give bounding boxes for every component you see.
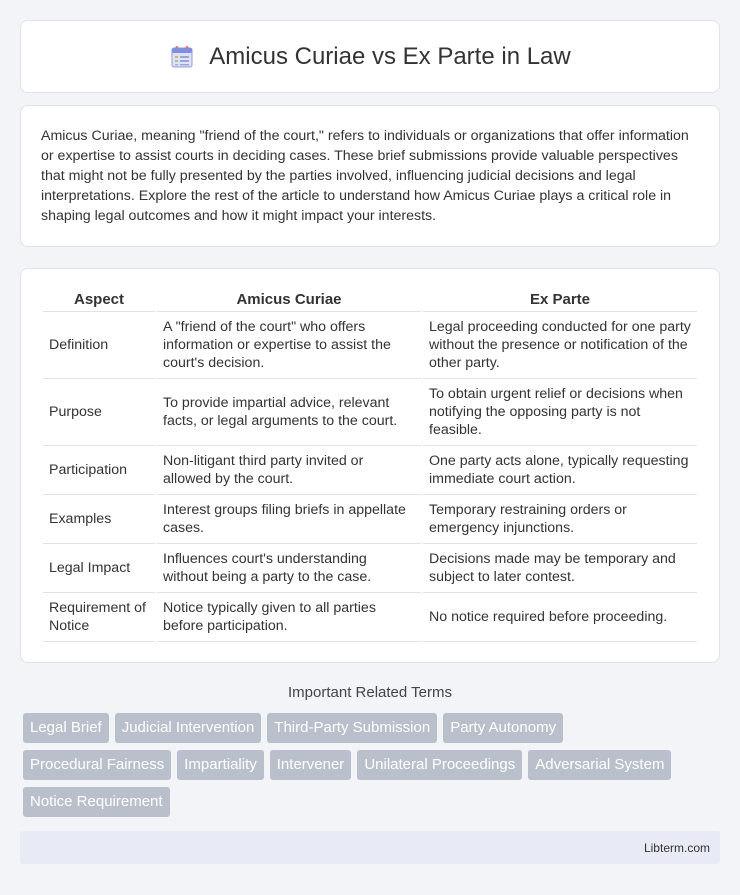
header-aspect: Aspect — [43, 287, 155, 312]
cell-amicus: Interest groups filing briefs in appellate cases. — [157, 495, 421, 544]
related-terms-title: Important Related Terms — [288, 684, 452, 701]
tag-unilateral-proceedings[interactable]: Unilateral Proceedings — [357, 750, 522, 780]
tag-party-autonomy[interactable]: Party Autonomy — [443, 713, 563, 743]
cell-aspect: Purpose — [43, 379, 155, 446]
cell-ex-parte: To obtain urgent relief or decisions when notifying the opposing party is not feasible. — [423, 379, 697, 446]
document-list-icon — [169, 44, 195, 70]
related-terms-list — [20, 713, 720, 817]
tag-third-party-submission[interactable]: Third-Party Submission — [267, 713, 437, 743]
table-row — [43, 312, 697, 379]
header-ex-parte: Ex Parte — [423, 287, 697, 312]
cell-ex-parte: No notice required before proceeding. — [423, 593, 697, 642]
cell-aspect: Definition — [43, 312, 155, 379]
cell-amicus: Influences court's understanding without being a party to the case. — [157, 544, 421, 593]
tag-legal-brief[interactable]: Legal Brief — [23, 713, 109, 743]
cell-amicus: To provide impartial advice, relevant facts, or legal arguments to the court. — [157, 379, 421, 446]
table-row — [43, 593, 697, 642]
intro-text: Amicus Curiae, meaning "friend of the court," refers to individuals or organizations that offer information or expertise to assist courts in deciding cases. These brief submissions provide valuable perspectives that might not be fully presented by the parties involved, influencing judicial decisions and legal interpretations. Explore the rest of the article to understand how Amicus Curiae plays a critical role in shaping legal outcomes and how it might impact your interests. — [41, 128, 689, 224]
cell-aspect: Requirement of Notice — [43, 593, 155, 642]
table-row — [43, 495, 697, 544]
comparison-table-card — [20, 268, 720, 663]
footer-site-link[interactable]: Libterm.com — [643, 840, 710, 855]
cell-amicus: A "friend of the court" who offers information or expertise to assist the court's decision. — [157, 312, 421, 379]
cell-ex-parte: One party acts alone, typically requesting immediate court action. — [423, 446, 697, 495]
table-header-row — [43, 287, 697, 312]
tag-judicial-intervention[interactable]: Judicial Intervention — [115, 713, 262, 743]
cell-ex-parte: Decisions made may be temporary and subject to later contest. — [423, 544, 697, 593]
table-row — [43, 446, 697, 495]
cell-aspect: Legal Impact — [43, 544, 155, 593]
cell-ex-parte: Temporary restraining orders or emergency injunctions. — [423, 495, 697, 544]
tag-notice-requirement[interactable]: Notice Requirement — [23, 787, 170, 817]
tag-adversarial-system[interactable]: Adversarial System — [528, 750, 671, 780]
header-amicus-curiae: Amicus Curiae — [157, 287, 421, 312]
footer — [20, 831, 720, 864]
page-title: Amicus Curiae vs Ex Parte in Law — [209, 42, 571, 70]
comparison-table — [41, 287, 699, 642]
cell-amicus: Notice typically given to all parties before participation. — [157, 593, 421, 642]
table-row — [43, 379, 697, 446]
intro-card — [20, 105, 720, 247]
cell-aspect: Examples — [43, 495, 155, 544]
cell-ex-parte: Legal proceeding conducted for one party without the presence or notification of the other party. — [423, 312, 697, 379]
tag-intervener[interactable]: Intervener — [270, 750, 352, 780]
cell-aspect: Participation — [43, 446, 155, 495]
header-card — [20, 20, 720, 93]
table-row — [43, 544, 697, 593]
tag-impartiality[interactable]: Impartiality — [177, 750, 264, 780]
cell-amicus: Non-litigant third party invited or allowed by the court. — [157, 446, 421, 495]
tag-procedural-fairness[interactable]: Procedural Fairness — [23, 750, 171, 780]
